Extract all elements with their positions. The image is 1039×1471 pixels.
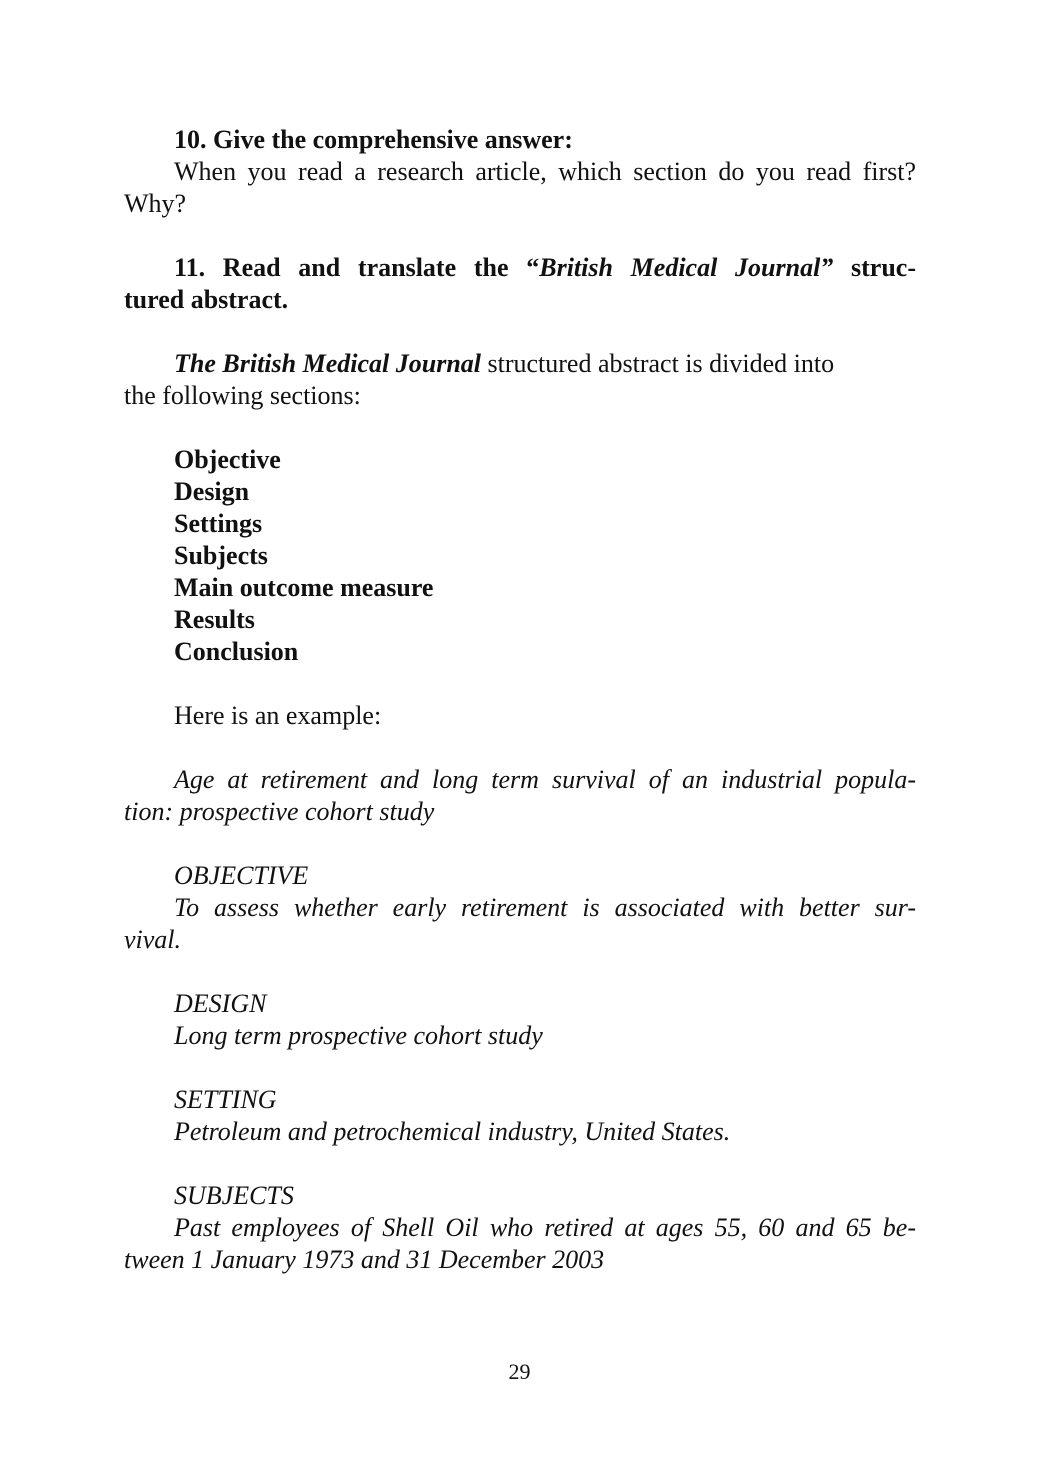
list-item: Subjects [174,541,268,570]
list-item: Conclusion [174,637,299,666]
list-item: Settings [174,509,263,538]
spacer [124,668,916,700]
spacer [124,412,916,444]
spacer [124,828,916,860]
question-11-heading-part1: 11. Read and translate the “ [174,253,540,282]
intro-line1 [124,348,916,380]
list-item: Objective [174,445,281,474]
abstract-title-line2: tion: prospective cohort study [124,797,435,826]
page-number: 29 [508,1359,531,1384]
intro-journal-name: The British Medical Journal [174,349,481,378]
list-item: Results [174,605,255,634]
objective-label: OBJECTIVE [174,861,309,890]
document-page [124,124,916,1276]
question-11-journal-name: British Medical Journal” [539,253,834,282]
question-10-text-line1: When you read a research article, which section do you read first? [174,157,916,186]
spacer [124,220,916,252]
question-11-heading [124,252,916,284]
spacer [124,1052,916,1084]
spacer [124,732,916,764]
design-label: DESIGN [174,989,267,1018]
intro-line2: the following sections: [124,381,361,410]
setting-label: SETTING [174,1085,277,1114]
list-item: Main outcome measure [174,573,434,602]
question-11-heading-part2: struc- [833,253,916,282]
abstract-sections-list [124,444,916,668]
subjects-label: SUBJECTS [174,1181,294,1210]
subjects-text-line2: tween 1 January 1973 and 31 December 2003 [124,1245,605,1274]
objective-text-line2: vival. [124,925,182,954]
design-text: Long term prospective cohort study [174,1021,543,1050]
setting-text: Petroleum and petrochemical industry, United States. [174,1117,731,1146]
intro-text: structured abstract is divided into [481,349,835,378]
question-10-heading: 10. Give the comprehensive answer: [174,125,573,154]
spacer [124,956,916,988]
spacer [124,1148,916,1180]
abstract-title-line1: Age at retirement and long term survival of an industrial popula- [174,765,916,794]
objective-text-line1: To assess whether early retirement is associated with better sur- [174,893,916,922]
spacer [124,316,916,348]
list-item: Design [174,477,250,506]
question-11-heading-line2: tured abstract. [124,285,289,314]
example-intro: Here is an example: [174,701,382,730]
question-10-text-line2: Why? [124,189,187,218]
subjects-text-line1: Past employees of Shell Oil who retired at ages 55, 60 and 65 be- [174,1213,916,1242]
